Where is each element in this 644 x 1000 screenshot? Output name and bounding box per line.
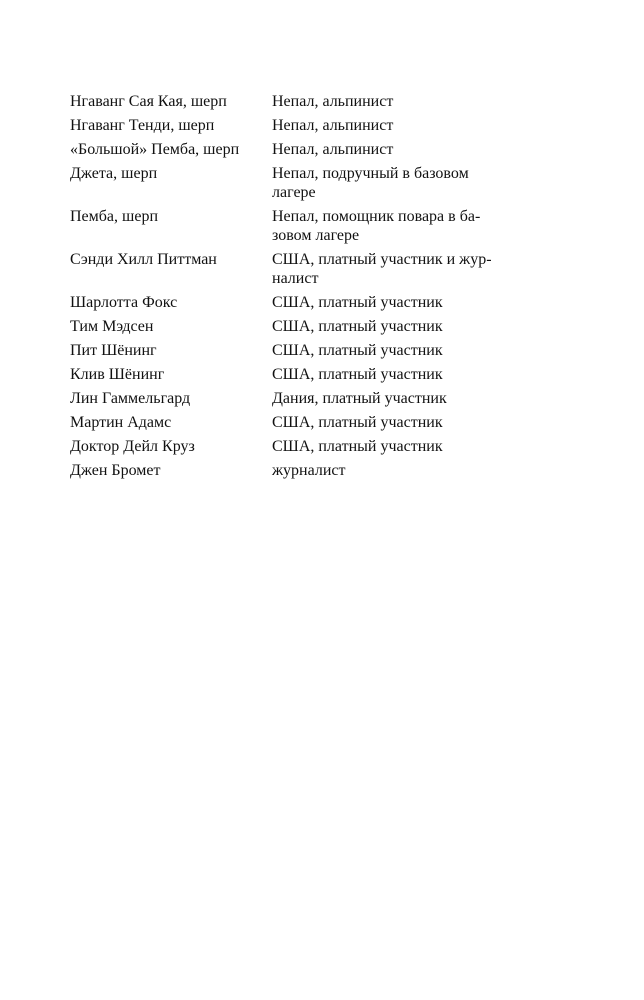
member-description: США, платный участник [272, 294, 443, 311]
expedition-roster [70, 92, 590, 485]
roster-row [70, 389, 590, 408]
member-name: Клив Шёнинг [70, 366, 165, 383]
member-description: США, платный участник [272, 438, 443, 455]
member-name: Доктор Дейл Круз [70, 438, 195, 455]
member-name: Тим Мэдсен [70, 318, 154, 335]
roster-row [70, 437, 590, 456]
member-name: Шарлотта Фокс [70, 294, 178, 311]
member-description: США, платный участник и жур- налист [272, 251, 492, 287]
roster-row [70, 317, 590, 336]
member-name: Мартин Адамс [70, 414, 172, 431]
member-description: Непал, альпинист [272, 117, 394, 134]
roster-row [70, 413, 590, 432]
member-name: «Большой» Пемба, шерп [70, 141, 240, 158]
member-name: Джета, шерп [70, 165, 158, 182]
member-description: Непал, помощник повара в ба- зовом лагере [272, 208, 481, 244]
member-name: Лин Гаммельгард [70, 390, 191, 407]
member-name: Пемба, шерп [70, 208, 159, 225]
roster-row [70, 461, 590, 480]
member-name: Пит Шёнинг [70, 342, 157, 359]
roster-row [70, 92, 590, 111]
member-description: Непал, альпинист [272, 141, 394, 158]
member-description: журналист [272, 462, 346, 479]
roster-row [70, 140, 590, 159]
roster-row [70, 207, 590, 245]
member-description: Непал, подручный в базовом лагере [272, 165, 469, 201]
roster-row [70, 250, 590, 288]
member-description: США, платный участник [272, 366, 443, 383]
member-name: Нгаванг Сая Кая, шерп [70, 93, 227, 110]
member-description: США, платный участник [272, 318, 443, 335]
roster-row [70, 341, 590, 360]
member-description: Дания, платный участник [272, 390, 447, 407]
member-description: Непал, альпинист [272, 93, 394, 110]
roster-row [70, 164, 590, 202]
roster-row [70, 116, 590, 135]
member-name: Нгаванг Тенди, шерп [70, 117, 215, 134]
roster-row [70, 293, 590, 312]
roster-row [70, 365, 590, 384]
member-description: США, платный участник [272, 342, 443, 359]
member-description: США, платный участник [272, 414, 443, 431]
member-name: Джен Бромет [70, 462, 161, 479]
member-name: Сэнди Хилл Питтман [70, 251, 217, 268]
